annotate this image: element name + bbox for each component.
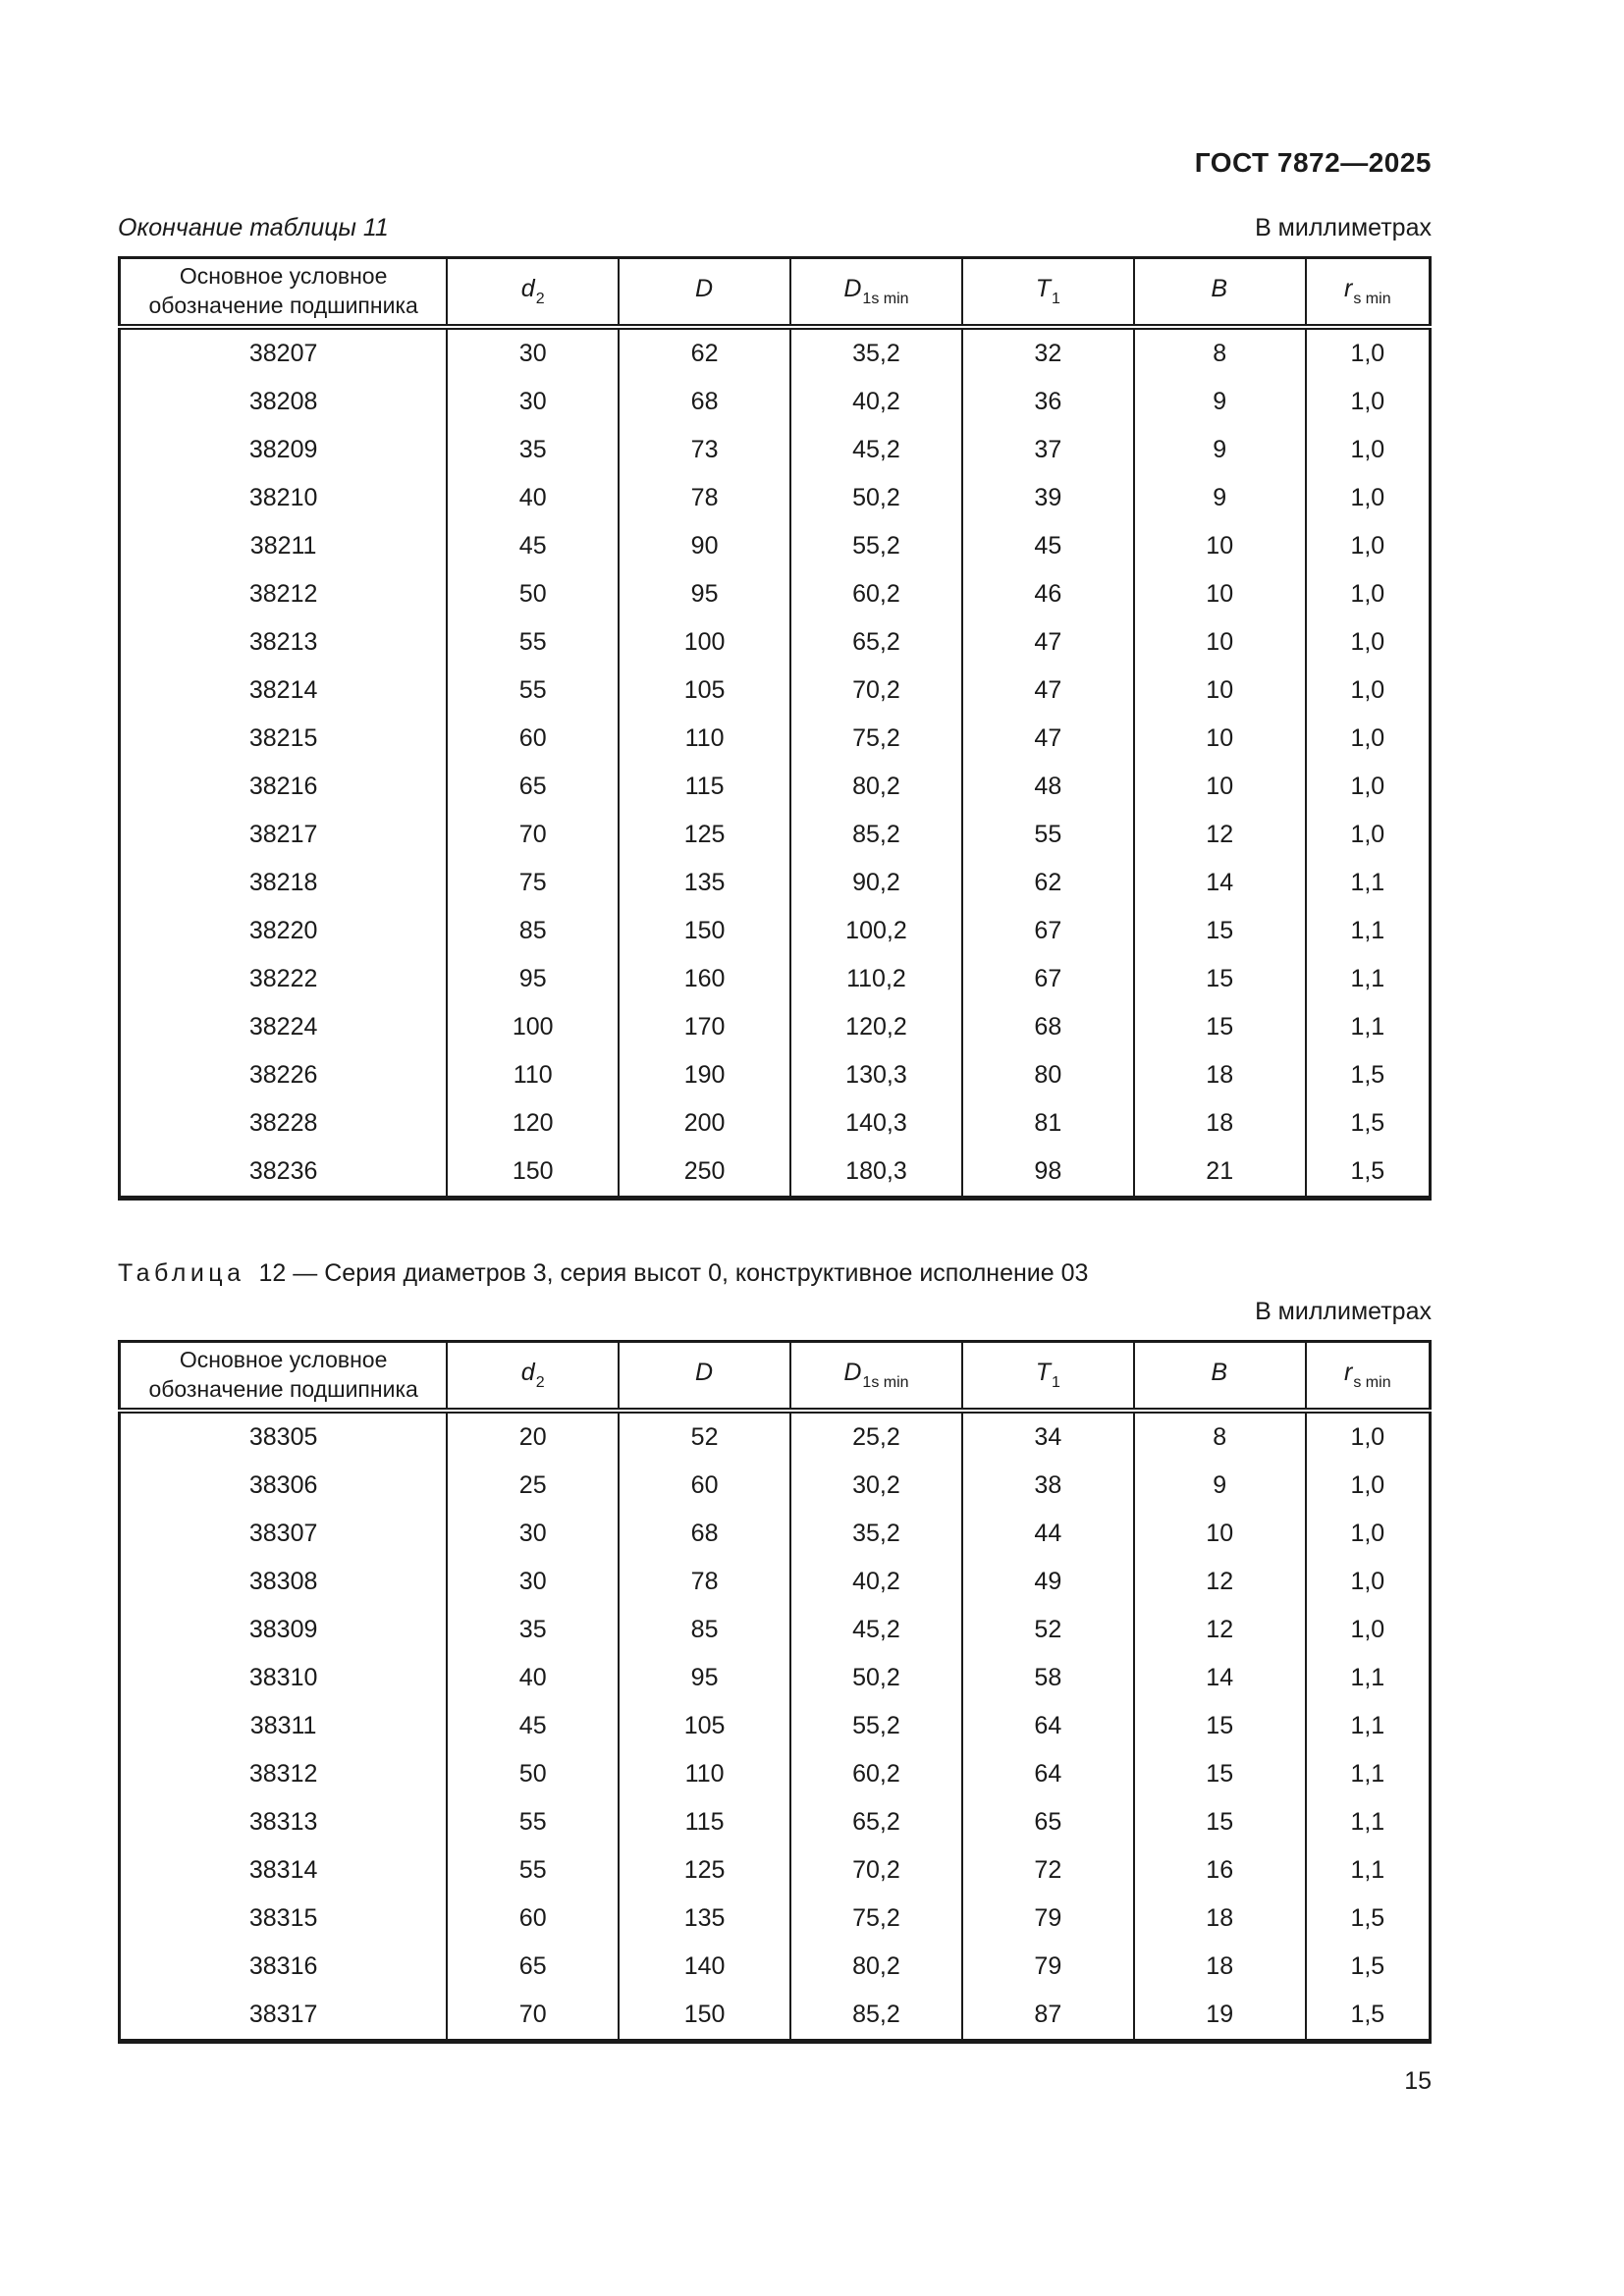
- cell-D: 110: [619, 715, 790, 763]
- table-row: [120, 378, 1431, 426]
- col-header-D1s-min: [790, 258, 962, 328]
- col-header-D1s-min: [790, 1342, 962, 1412]
- cell-bearing-designation: 38212: [120, 570, 448, 618]
- table-row: [120, 1943, 1431, 1991]
- cell-D1s-min: 90,2: [790, 859, 962, 907]
- cell-d2: 55: [447, 1798, 619, 1846]
- table-row: [120, 715, 1431, 763]
- table-row: [120, 618, 1431, 667]
- cell-rs-min: 1,5: [1306, 1991, 1431, 2042]
- cell-T1: 46: [962, 570, 1134, 618]
- table-row: [120, 1462, 1431, 1510]
- table11-units-label: В миллиметрах: [1255, 214, 1432, 241]
- cell-rs-min: 1,1: [1306, 1798, 1431, 1846]
- cell-T1: 34: [962, 1411, 1134, 1462]
- table12-caption: [118, 1259, 1432, 1288]
- cell-T1: 79: [962, 1943, 1134, 1991]
- col-header-B: [1134, 258, 1306, 328]
- cell-rs-min: 1,0: [1306, 1558, 1431, 1606]
- cell-D: 190: [619, 1051, 790, 1099]
- symbol-main: B: [1211, 275, 1228, 303]
- cell-D: 105: [619, 1702, 790, 1750]
- symbol-main: D: [843, 275, 862, 303]
- cell-d2: 30: [447, 1510, 619, 1558]
- cell-D: 125: [619, 811, 790, 859]
- cell-bearing-designation: 38313: [120, 1798, 448, 1846]
- cell-bearing-designation: 38224: [120, 1003, 448, 1051]
- cell-rs-min: 1,0: [1306, 667, 1431, 715]
- cell-rs-min: 1,0: [1306, 474, 1431, 522]
- cell-B: 10: [1134, 1510, 1306, 1558]
- cell-bearing-designation: 38207: [120, 327, 448, 378]
- cell-bearing-designation: 38317: [120, 1991, 448, 2042]
- symbol-main: D: [843, 1359, 862, 1387]
- header-row: [120, 1342, 1431, 1412]
- cell-D1s-min: 50,2: [790, 1654, 962, 1702]
- cell-D: 78: [619, 1558, 790, 1606]
- cell-d2: 45: [447, 522, 619, 570]
- col-header-B: [1134, 1342, 1306, 1412]
- cell-D1s-min: 65,2: [790, 1798, 962, 1846]
- cell-D1s-min: 80,2: [790, 763, 962, 811]
- cell-d2: 70: [447, 811, 619, 859]
- cell-D: 125: [619, 1846, 790, 1895]
- cell-bearing-designation: 38308: [120, 1558, 448, 1606]
- cell-rs-min: 1,1: [1306, 907, 1431, 955]
- table11-caption-row: [118, 214, 1432, 242]
- cell-B: 15: [1134, 1750, 1306, 1798]
- table-row: [120, 955, 1431, 1003]
- cell-D1s-min: 45,2: [790, 426, 962, 474]
- cell-D1s-min: 60,2: [790, 1750, 962, 1798]
- cell-B: 18: [1134, 1051, 1306, 1099]
- cell-D1s-min: 60,2: [790, 570, 962, 618]
- col-header-d2: [447, 1342, 619, 1412]
- cell-bearing-designation: 38220: [120, 907, 448, 955]
- cell-rs-min: 1,5: [1306, 1895, 1431, 1943]
- cell-bearing-designation: 38307: [120, 1510, 448, 1558]
- symbol-main: T: [1035, 1359, 1052, 1387]
- cell-d2: 30: [447, 327, 619, 378]
- cell-T1: 37: [962, 426, 1134, 474]
- cell-D1s-min: 120,2: [790, 1003, 962, 1051]
- cell-T1: 80: [962, 1051, 1134, 1099]
- table-row: [120, 1051, 1431, 1099]
- cell-D1s-min: 40,2: [790, 1558, 962, 1606]
- cell-T1: 52: [962, 1606, 1134, 1654]
- cell-D1s-min: 55,2: [790, 1702, 962, 1750]
- cell-B: 12: [1134, 1606, 1306, 1654]
- cell-D1s-min: 85,2: [790, 1991, 962, 2042]
- table-row: [120, 1895, 1431, 1943]
- symbol-main: D: [695, 1359, 714, 1387]
- cell-B: 18: [1134, 1943, 1306, 1991]
- cell-rs-min: 1,0: [1306, 570, 1431, 618]
- cell-D: 150: [619, 907, 790, 955]
- cell-B: 15: [1134, 1798, 1306, 1846]
- page-number: 15: [1404, 2067, 1432, 2095]
- cell-D: 73: [619, 426, 790, 474]
- cell-T1: 67: [962, 907, 1134, 955]
- cell-bearing-designation: 38310: [120, 1654, 448, 1702]
- cell-D: 110: [619, 1750, 790, 1798]
- cell-bearing-designation: 38305: [120, 1411, 448, 1462]
- cell-d2: 120: [447, 1099, 619, 1148]
- table-row: [120, 1654, 1431, 1702]
- table-row: [120, 327, 1431, 378]
- cell-rs-min: 1,0: [1306, 1510, 1431, 1558]
- col-header-designation: Основное условное обозначение подшипника: [120, 258, 448, 328]
- table-row: [120, 522, 1431, 570]
- cell-d2: 30: [447, 378, 619, 426]
- cell-B: 19: [1134, 1991, 1306, 2042]
- cell-B: 10: [1134, 570, 1306, 618]
- cell-D1s-min: 180,3: [790, 1148, 962, 1199]
- cell-B: 8: [1134, 1411, 1306, 1462]
- cell-T1: 49: [962, 1558, 1134, 1606]
- symbol-sub: 1: [1052, 291, 1060, 308]
- cell-d2: 65: [447, 763, 619, 811]
- cell-D: 200: [619, 1099, 790, 1148]
- cell-D: 115: [619, 1798, 790, 1846]
- cell-rs-min: 1,5: [1306, 1099, 1431, 1148]
- cell-B: 18: [1134, 1895, 1306, 1943]
- table-row: [120, 474, 1431, 522]
- cell-bearing-designation: 38311: [120, 1702, 448, 1750]
- cell-D: 250: [619, 1148, 790, 1199]
- col-header-designation: Основное условное обозначение подшипника: [120, 1342, 448, 1412]
- cell-D1s-min: 110,2: [790, 955, 962, 1003]
- table-row: [120, 667, 1431, 715]
- cell-bearing-designation: 38222: [120, 955, 448, 1003]
- cell-T1: 64: [962, 1702, 1134, 1750]
- cell-D1s-min: 70,2: [790, 1846, 962, 1895]
- cell-D: 78: [619, 474, 790, 522]
- header-row: [120, 258, 1431, 328]
- cell-d2: 150: [447, 1148, 619, 1199]
- cell-T1: 79: [962, 1895, 1134, 1943]
- cell-d2: 70: [447, 1991, 619, 2042]
- table-11: [118, 256, 1432, 1201]
- cell-d2: 55: [447, 1846, 619, 1895]
- cell-bearing-designation: 38306: [120, 1462, 448, 1510]
- cell-B: 10: [1134, 715, 1306, 763]
- cell-T1: 47: [962, 667, 1134, 715]
- symbol-sub: 1s min: [862, 291, 909, 308]
- cell-D1s-min: 75,2: [790, 715, 962, 763]
- symbol-main: r: [1344, 1359, 1353, 1387]
- cell-D: 135: [619, 1895, 790, 1943]
- table-row: [120, 859, 1431, 907]
- cell-B: 9: [1134, 474, 1306, 522]
- cell-D1s-min: 35,2: [790, 327, 962, 378]
- cell-D: 105: [619, 667, 790, 715]
- cell-d2: 95: [447, 955, 619, 1003]
- cell-B: 15: [1134, 1003, 1306, 1051]
- cell-bearing-designation: 38217: [120, 811, 448, 859]
- table-row: [120, 1991, 1431, 2042]
- cell-T1: 72: [962, 1846, 1134, 1895]
- cell-bearing-designation: 38214: [120, 667, 448, 715]
- cell-rs-min: 1,1: [1306, 1003, 1431, 1051]
- cell-T1: 36: [962, 378, 1134, 426]
- cell-T1: 39: [962, 474, 1134, 522]
- cell-B: 15: [1134, 1702, 1306, 1750]
- cell-bearing-designation: 38213: [120, 618, 448, 667]
- table-row: [120, 1411, 1431, 1462]
- cell-B: 8: [1134, 327, 1306, 378]
- cell-rs-min: 1,5: [1306, 1943, 1431, 1991]
- cell-rs-min: 1,0: [1306, 327, 1431, 378]
- cell-D1s-min: 80,2: [790, 1943, 962, 1991]
- cell-rs-min: 1,5: [1306, 1051, 1431, 1099]
- cell-d2: 35: [447, 1606, 619, 1654]
- cell-T1: 44: [962, 1510, 1134, 1558]
- cell-B: 15: [1134, 907, 1306, 955]
- cell-d2: 30: [447, 1558, 619, 1606]
- cell-D: 100: [619, 618, 790, 667]
- cell-bearing-designation: 38209: [120, 426, 448, 474]
- symbol-sub: 1s min: [862, 1374, 909, 1392]
- cell-D: 90: [619, 522, 790, 570]
- cell-T1: 32: [962, 327, 1134, 378]
- cell-D1s-min: 25,2: [790, 1411, 962, 1462]
- cell-B: 12: [1134, 811, 1306, 859]
- col-header-D: [619, 1342, 790, 1412]
- cell-B: 21: [1134, 1148, 1306, 1199]
- cell-D1s-min: 35,2: [790, 1510, 962, 1558]
- cell-d2: 65: [447, 1943, 619, 1991]
- cell-D: 52: [619, 1411, 790, 1462]
- cell-d2: 50: [447, 1750, 619, 1798]
- cell-D1s-min: 50,2: [790, 474, 962, 522]
- cell-rs-min: 1,1: [1306, 859, 1431, 907]
- cell-T1: 48: [962, 763, 1134, 811]
- cell-T1: 64: [962, 1750, 1134, 1798]
- cell-D: 95: [619, 570, 790, 618]
- cell-T1: 45: [962, 522, 1134, 570]
- cell-rs-min: 1,0: [1306, 763, 1431, 811]
- cell-d2: 20: [447, 1411, 619, 1462]
- table-row: [120, 1702, 1431, 1750]
- cell-D1s-min: 75,2: [790, 1895, 962, 1943]
- cell-d2: 100: [447, 1003, 619, 1051]
- cell-rs-min: 1,1: [1306, 1846, 1431, 1895]
- cell-T1: 68: [962, 1003, 1134, 1051]
- cell-rs-min: 1,5: [1306, 1148, 1431, 1199]
- cell-B: 9: [1134, 426, 1306, 474]
- cell-d2: 60: [447, 715, 619, 763]
- cell-D1s-min: 130,3: [790, 1051, 962, 1099]
- col-header-rs-min: [1306, 258, 1431, 328]
- cell-B: 10: [1134, 522, 1306, 570]
- symbol-main: B: [1211, 1359, 1228, 1387]
- cell-T1: 38: [962, 1462, 1134, 1510]
- cell-d2: 45: [447, 1702, 619, 1750]
- table-row: [120, 1003, 1431, 1051]
- cell-bearing-designation: 38314: [120, 1846, 448, 1895]
- cell-D: 85: [619, 1606, 790, 1654]
- cell-D: 95: [619, 1654, 790, 1702]
- table-row: [120, 1606, 1431, 1654]
- symbol-main: d: [520, 275, 535, 303]
- cell-D1s-min: 70,2: [790, 667, 962, 715]
- cell-d2: 50: [447, 570, 619, 618]
- cell-rs-min: 1,0: [1306, 1606, 1431, 1654]
- cell-d2: 40: [447, 1654, 619, 1702]
- table-row: [120, 1099, 1431, 1148]
- cell-T1: 98: [962, 1148, 1134, 1199]
- cell-d2: 60: [447, 1895, 619, 1943]
- cell-D: 150: [619, 1991, 790, 2042]
- cell-bearing-designation: 38312: [120, 1750, 448, 1798]
- table-row: [120, 426, 1431, 474]
- cell-rs-min: 1,0: [1306, 1462, 1431, 1510]
- table-row: [120, 763, 1431, 811]
- cell-D: 115: [619, 763, 790, 811]
- cell-B: 15: [1134, 955, 1306, 1003]
- cell-rs-min: 1,1: [1306, 1654, 1431, 1702]
- cell-bearing-designation: 38236: [120, 1148, 448, 1199]
- cell-D: 170: [619, 1003, 790, 1051]
- cell-B: 12: [1134, 1558, 1306, 1606]
- table12-caption-word: Таблица: [118, 1259, 245, 1287]
- cell-D1s-min: 85,2: [790, 811, 962, 859]
- cell-T1: 62: [962, 859, 1134, 907]
- table-row: [120, 570, 1431, 618]
- cell-D1s-min: 100,2: [790, 907, 962, 955]
- cell-T1: 47: [962, 715, 1134, 763]
- symbol-sub: s min: [1353, 1374, 1391, 1392]
- col-header-T1: [962, 1342, 1134, 1412]
- symbol-sub: 1: [1052, 1374, 1060, 1392]
- symbol-sub: 2: [535, 291, 545, 308]
- symbol-main: d: [520, 1359, 535, 1387]
- cell-D1s-min: 45,2: [790, 1606, 962, 1654]
- col-header-T1: [962, 258, 1134, 328]
- cell-bearing-designation: 38218: [120, 859, 448, 907]
- table-row: [120, 1148, 1431, 1199]
- cell-rs-min: 1,0: [1306, 522, 1431, 570]
- table-row: [120, 1558, 1431, 1606]
- table11-continuation-caption: Окончание таблицы 11: [118, 214, 389, 241]
- cell-T1: 65: [962, 1798, 1134, 1846]
- cell-bearing-designation: 38208: [120, 378, 448, 426]
- cell-d2: 40: [447, 474, 619, 522]
- cell-B: 10: [1134, 618, 1306, 667]
- cell-D1s-min: 140,3: [790, 1099, 962, 1148]
- cell-d2: 35: [447, 426, 619, 474]
- cell-rs-min: 1,1: [1306, 955, 1431, 1003]
- cell-d2: 75: [447, 859, 619, 907]
- doc-code: ГОСТ 7872—2025: [1194, 147, 1432, 178]
- cell-rs-min: 1,0: [1306, 426, 1431, 474]
- cell-B: 10: [1134, 763, 1306, 811]
- table-row: [120, 907, 1431, 955]
- cell-bearing-designation: 38210: [120, 474, 448, 522]
- table12-caption-text: 12 — Серия диаметров 3, серия высот 0, конструктивное исполнение 03: [258, 1259, 1089, 1287]
- cell-T1: 87: [962, 1991, 1134, 2042]
- cell-bearing-designation: 38228: [120, 1099, 448, 1148]
- cell-B: 14: [1134, 1654, 1306, 1702]
- cell-bearing-designation: 38226: [120, 1051, 448, 1099]
- cell-D: 135: [619, 859, 790, 907]
- cell-bearing-designation: 38215: [120, 715, 448, 763]
- table-12: [118, 1340, 1432, 2044]
- cell-D: 68: [619, 378, 790, 426]
- cell-rs-min: 1,0: [1306, 811, 1431, 859]
- symbol-main: r: [1344, 275, 1353, 303]
- cell-rs-min: 1,1: [1306, 1702, 1431, 1750]
- cell-T1: 55: [962, 811, 1134, 859]
- cell-B: 18: [1134, 1099, 1306, 1148]
- cell-D: 140: [619, 1943, 790, 1991]
- table-row: [120, 1750, 1431, 1798]
- cell-T1: 67: [962, 955, 1134, 1003]
- cell-D1s-min: 65,2: [790, 618, 962, 667]
- cell-bearing-designation: 38309: [120, 1606, 448, 1654]
- table-row: [120, 1846, 1431, 1895]
- symbol-sub: 2: [535, 1374, 545, 1392]
- cell-bearing-designation: 38216: [120, 763, 448, 811]
- table12-units-label: В миллиметрах: [1255, 1298, 1432, 1325]
- cell-B: 9: [1134, 378, 1306, 426]
- cell-d2: 55: [447, 618, 619, 667]
- cell-bearing-designation: 38316: [120, 1943, 448, 1991]
- cell-D: 160: [619, 955, 790, 1003]
- cell-rs-min: 1,0: [1306, 378, 1431, 426]
- cell-d2: 85: [447, 907, 619, 955]
- cell-bearing-designation: 38315: [120, 1895, 448, 1943]
- cell-D: 62: [619, 327, 790, 378]
- cell-T1: 81: [962, 1099, 1134, 1148]
- cell-rs-min: 1,0: [1306, 618, 1431, 667]
- table-row: [120, 1510, 1431, 1558]
- symbol-main: T: [1035, 275, 1052, 303]
- table-row: [120, 811, 1431, 859]
- cell-D: 60: [619, 1462, 790, 1510]
- cell-D1s-min: 30,2: [790, 1462, 962, 1510]
- cell-B: 14: [1134, 859, 1306, 907]
- cell-D1s-min: 55,2: [790, 522, 962, 570]
- col-header-D: [619, 258, 790, 328]
- cell-d2: 55: [447, 667, 619, 715]
- cell-rs-min: 1,1: [1306, 1750, 1431, 1798]
- table-row: [120, 1798, 1431, 1846]
- cell-D: 68: [619, 1510, 790, 1558]
- cell-T1: 58: [962, 1654, 1134, 1702]
- cell-B: 16: [1134, 1846, 1306, 1895]
- cell-B: 9: [1134, 1462, 1306, 1510]
- cell-rs-min: 1,0: [1306, 715, 1431, 763]
- cell-bearing-designation: 38211: [120, 522, 448, 570]
- symbol-sub: s min: [1353, 291, 1391, 308]
- col-header-d2: [447, 258, 619, 328]
- cell-d2: 25: [447, 1462, 619, 1510]
- cell-T1: 47: [962, 618, 1134, 667]
- symbol-main: D: [695, 275, 714, 303]
- cell-d2: 110: [447, 1051, 619, 1099]
- cell-D1s-min: 40,2: [790, 378, 962, 426]
- cell-B: 10: [1134, 667, 1306, 715]
- col-header-rs-min: [1306, 1342, 1431, 1412]
- cell-rs-min: 1,0: [1306, 1411, 1431, 1462]
